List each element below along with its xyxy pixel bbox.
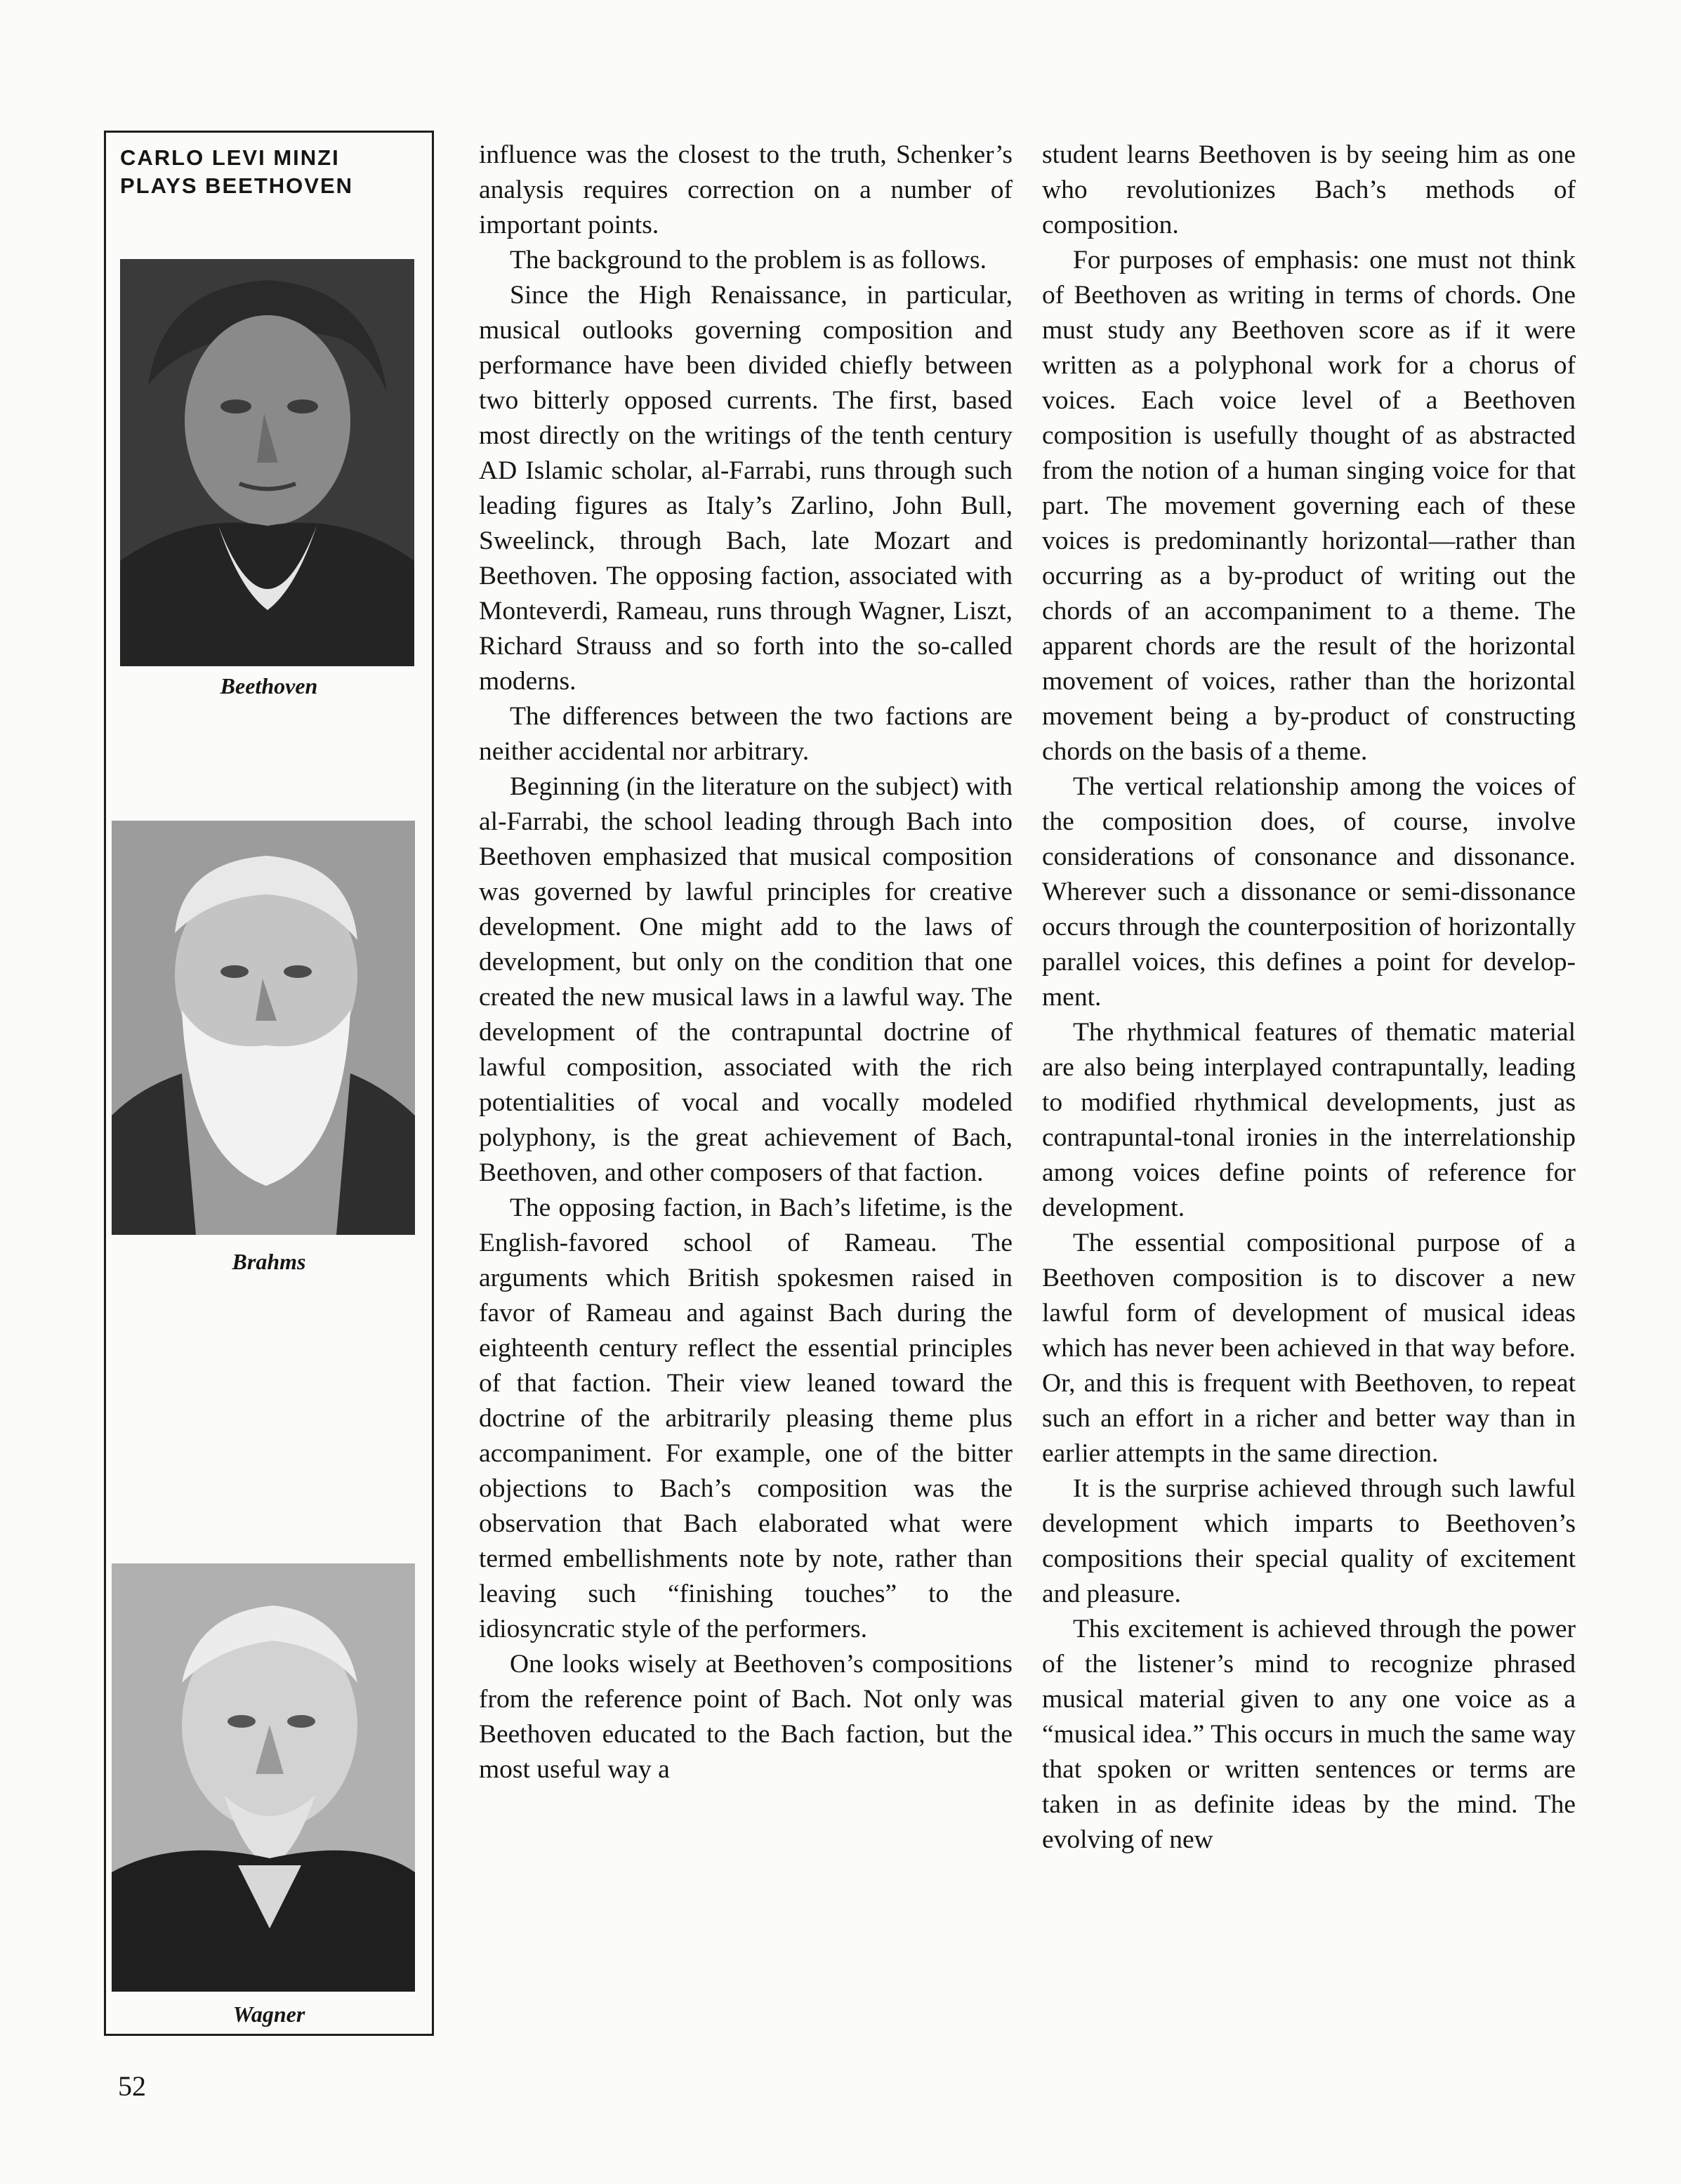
sidebar-box [104, 131, 434, 2036]
paragraph: The essential compositional purpose of a Beethoven composition is to discover a new lawful form of development of musical ideas which has never been achieved in that way before. Or, and this is frequent with Beethoven, to repeat such an effort in a richer and better way than in earlier attempts in the same direction. [1042, 1229, 1576, 1468]
paragraph: One looks wisely at Beethoven’s compositions from the reference point of Bach. Not only was Beethoven educated to the Bach faction, but the most useful way a [479, 1650, 1013, 1784]
paragraph: For purposes of emphasis: one must not think of Beethoven as writing in terms of chords. One must study any Beethoven score as if it were written as a polyphonal work for a chorus of voices. Each voice level of a Beethoven composition is usefully thought of as abstracted from the notion of a human singing voice for that part. The movement governing each of these voices is predominantly horizontal—rather than occurring as a by-product of writing out the chords of an accompaniment to a theme. The apparent chords are the result of the horizontal movement of voices, rather than the horizontal movement being a by-product of constructing chords on the basis of a theme. [1042, 246, 1576, 766]
beethoven-caption: Beethoven [220, 673, 318, 699]
text-column-middle [479, 138, 1013, 1787]
paragraph: influence was the closest to the truth, Schenker’s analysis requires correction on a number of important points. [479, 140, 1013, 239]
paragraph: It is the surprise achieved through such lawful development which imparts to Beethoven’s compositions their special quality of excitement and pleasure. [1042, 1474, 1576, 1608]
sidebar-title [120, 144, 353, 200]
paragraph: Since the High Renaissance, in particular, musical outlooks governing composition and performance have been divided chiefly between two bitterly opposed currents. The first, based most directly on the writings of the tenth century AD Islamic scholar, al-Farrabi, runs through such leading figures as Italy’s Zarlino, John Bull, Sweelinck, through Bach, late Mozart and Beethoven. The opposing faction, associated with Monteverdi, Rameau, runs through Wagner, Liszt, Richard Strauss and so forth into the so-called moderns. [479, 281, 1013, 696]
paragraph: This excitement is achieved through the power of the listener’s mind to recognize phrased musical material given to any one voice as a “musical idea.” This occurs in much the same way that spoken or written sentences or terms are taken in as definite ideas by the mind. The evolving of new [1042, 1615, 1576, 1854]
page-number: 52 [118, 2070, 146, 2102]
sidebar-title-line-1: CARLO LEVI MINZI [120, 145, 340, 170]
paragraph: student learns Beethoven is by seeing him as one who revolutionizes Bach’s methods of composition. [1042, 140, 1576, 239]
paragraph: The vertical relationship among the voices of the composition does, of course, involve considerations of consonance and dissonance. Wherever such a dissonance or semi-dissonance occurs through the counterposition of horizontally parallel voices, this defines a point for development. [1042, 772, 1576, 1012]
beethoven-portrait [120, 259, 414, 666]
paragraph: Beginning (in the literature on the subject) with al-Farrabi, the school leading through Bach into Beethoven emphasized that musical composition was governed by lawful principles for creative development. One might add to the laws of development, but only on the condition that one created the new musical laws in a lawful way. The development of the contrapuntal doctrine of lawful composition, associated with the rich potentialities of vocal and vocally modeled polyphony, is the great achievement of Bach, Beethoven, and other composers of that faction. [479, 772, 1013, 1187]
wagner-portrait [112, 1563, 415, 1992]
text-column-right [1042, 138, 1576, 1858]
paragraph: The opposing faction, in Bach’s lifetime, is the English-favored school of Rameau. The arguments which British spokesmen raised in favor of Rameau and against Bach during the eighteenth century reflect the essential principles of that faction. Their view leaned toward the doctrine of the arbitrarily pleasing theme plus accompaniment. For example, one of the bitter objections to Bach’s composition was the observation that Bach elaborated what were termed embellishments note by note, rather than leaving such “finishing touches” to the idiosyncratic style of the performers. [479, 1193, 1013, 1643]
wagner-caption: Wagner [232, 2001, 305, 2027]
paragraph: The rhythmical features of thematic material are also being interplayed contrapuntally, leading to modified rhythmical developments, just as contrapuntal-tonal ironies in the interrelationship among voices define points of reference for development. [1042, 1018, 1576, 1222]
brahms-caption: Brahms [232, 1249, 306, 1274]
paragraph: The background to the problem is as follows. [510, 246, 987, 274]
paragraph: The differences between the two factions are neither accidental nor arbitrary. [479, 702, 1013, 766]
sidebar-title-line-2: PLAYS BEETHOVEN [120, 173, 354, 198]
brahms-portrait [112, 821, 415, 1235]
